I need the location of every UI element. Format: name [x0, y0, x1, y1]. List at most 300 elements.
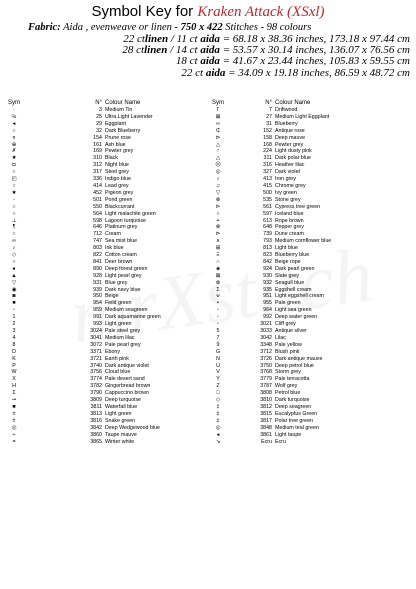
symbol-cell: D: [12, 348, 16, 355]
colour-name-cell: Ecru: [275, 438, 286, 445]
table-row: [4, 162, 209, 169]
dmc-number-cell: 3072: [90, 341, 102, 348]
dmc-number-cell: 951: [263, 293, 272, 300]
dmc-number-cell: 3371: [90, 348, 102, 355]
colour-name-cell: Dark turquoise: [275, 397, 310, 404]
colour-name-cell: Indigo blue: [105, 176, 131, 183]
symbol-cell: ◎: [215, 424, 221, 431]
symbol-cell: ◇: [11, 252, 17, 259]
dmc-number-cell: 3865: [90, 438, 102, 445]
symbol-cell: ⊞: [215, 245, 221, 252]
colour-name-cell: Field green: [105, 300, 132, 307]
header-colour-name: Colour Name: [275, 100, 311, 106]
dmc-number-cell: 747: [93, 238, 102, 245]
dmc-number-cell: 27: [266, 113, 272, 120]
colour-name-cell: Black: [105, 155, 118, 162]
table-row: [4, 218, 209, 225]
stitch-suffix: Stitches - 98 colours: [225, 22, 312, 33]
colour-name-cell: Antique silver: [275, 328, 307, 334]
symbol-cell: ◈: [215, 265, 221, 272]
title-prefix: Symbol Key for: [91, 3, 194, 20]
table-row: [4, 404, 209, 411]
dmc-number-cell: 964: [263, 307, 272, 314]
dmc-number-cell: 3021: [260, 321, 272, 328]
dmc-number-cell: 924: [263, 265, 272, 272]
colour-name-cell: Dark navy blue: [105, 286, 141, 293]
dmc-number-cell: 3042: [260, 334, 272, 341]
table-row: [208, 397, 413, 404]
symbol-cell: ■: [12, 403, 16, 410]
colour-name-cell: Slate grey: [275, 272, 299, 279]
dmc-number-cell: 500: [263, 189, 272, 196]
dmc-number-cell: 3: [99, 107, 102, 113]
symbol-cell: V: [216, 369, 220, 376]
dmc-number-cell: 890: [93, 265, 102, 272]
table-row: [208, 363, 413, 370]
colour-name-cell: Beige: [105, 293, 119, 300]
colour-name-cell: Ash blue: [105, 141, 126, 148]
table-row: [4, 238, 209, 245]
dmc-number-cell: 152: [263, 127, 272, 134]
table-row: [4, 369, 209, 376]
colour-name-cell: Pigeon grey: [105, 189, 134, 196]
table-row: [4, 204, 209, 211]
colour-name-cell: Ultra Light Lavender: [105, 113, 153, 120]
symbol-cell: ⊗: [215, 224, 221, 231]
colour-name-cell: Cloud blue: [105, 369, 131, 376]
table-row: [4, 121, 209, 128]
table-row: [208, 369, 413, 376]
colour-name-cell: Pewter grey: [275, 141, 304, 148]
symbol-cell: ★: [11, 189, 17, 196]
colour-name-cell: Pale terracotta: [275, 376, 310, 383]
colour-name-cell: Deep seagreen: [275, 403, 312, 410]
colour-name-cell: Beige rope: [275, 258, 301, 265]
dmc-number-cell: 317: [93, 169, 102, 176]
header-colour-name: Colour Name: [105, 100, 141, 106]
colour-name-cell: Pewter grey: [105, 148, 134, 155]
colour-name-cell: Lead grey: [105, 182, 129, 189]
dmc-number-cell: 3809: [90, 397, 102, 404]
colour-name-cell: Blackcurrant: [105, 203, 135, 210]
colour-name-cell: Prune rose: [105, 134, 131, 141]
colour-name-cell: Snake green: [105, 417, 136, 424]
table-row: [4, 155, 209, 162]
size-dims: = 53.57 x 30.14 inches, 136.07 x 76.56 cm: [219, 44, 410, 57]
table-row: [4, 418, 209, 425]
symbol-cell: ♪: [216, 176, 220, 183]
dmc-number-cell: 991: [93, 314, 102, 321]
symbol-cell: ◂: [216, 431, 220, 438]
dmc-number-cell: 3848: [260, 424, 272, 431]
dmc-number-cell: 3816: [90, 417, 102, 424]
dmc-number-cell: 3774: [90, 376, 102, 383]
table-row: [4, 321, 209, 328]
colour-name-cell: Pale green: [275, 300, 301, 307]
symbol-cell: ○: [12, 169, 16, 176]
dmc-number-cell: 3811: [90, 403, 102, 410]
colour-name-cell: Gingerbread brown: [105, 383, 151, 390]
fabric-label: Fabric:: [28, 22, 61, 33]
colour-name-cell: Pale desert sand: [105, 376, 145, 383]
colour-name-cell: Petrol blue: [275, 390, 301, 397]
dmc-number-cell: 336: [93, 176, 102, 183]
colour-name-cell: Medium Light Eggplant: [275, 113, 330, 120]
colour-name-cell: Rope brown: [275, 217, 304, 224]
colour-name-cell: Pale yellow: [275, 341, 302, 348]
colour-name-cell: Lilac: [275, 334, 286, 341]
size-dims: = 34.09 x 19.18 inches, 86.59 x 48.72 cm: [225, 66, 410, 79]
dmc-number-cell: 29: [96, 120, 102, 127]
dmc-number-cell: 327: [263, 169, 272, 176]
size-fabric2: aida: [200, 44, 220, 57]
table-row: [4, 411, 209, 418]
colour-name-cell: Iceland blue: [275, 210, 304, 217]
colour-name-cell: Dark pearl green: [275, 265, 315, 272]
symbol-cell: ○: [12, 203, 16, 210]
table-row: [208, 169, 413, 176]
dmc-number-cell: 311: [263, 155, 272, 162]
colour-name-cell: Driftwood: [275, 107, 298, 113]
symbol-cell: ↘: [215, 438, 221, 445]
stitch-count: 750 x 422: [180, 22, 223, 33]
table-row: [4, 328, 209, 335]
dmc-number-cell: 932: [263, 279, 272, 286]
symbol-cell: ○: [216, 210, 220, 217]
table-row: [4, 231, 209, 238]
dmc-number-cell: 415: [263, 182, 272, 189]
dmc-number-cell: 3817: [260, 417, 272, 424]
table-row: [208, 245, 413, 252]
size-dims: = 41.67 x 23.44 inches, 105.83 x 59.55 cm: [219, 55, 410, 68]
dmc-number-cell: 312: [93, 162, 102, 169]
table-row: [208, 411, 413, 418]
colour-name-cell: Light green: [105, 321, 132, 328]
dmc-number-cell: 950: [93, 293, 102, 300]
symbol-cell: G: [215, 348, 221, 355]
colour-name-cell: Dark aquamarine green: [105, 314, 161, 321]
symbol-cell: ℅: [11, 113, 17, 120]
table-row: [208, 121, 413, 128]
fabric-types: Aida , evenweave or linen: [63, 22, 172, 33]
table-row: [208, 314, 413, 321]
table-row: [208, 328, 413, 335]
colour-name-cell: Medium lilac: [105, 334, 135, 341]
dmc-number-cell: 992: [263, 314, 272, 321]
dmc-number-cell: 3808: [260, 390, 272, 397]
table-row: [4, 314, 209, 321]
table-row: [208, 300, 413, 307]
colour-name-cell: Blue grey: [105, 279, 128, 286]
colour-name-cell: Light green: [105, 410, 132, 417]
dmc-number-cell: 168: [263, 141, 272, 148]
symbol-cell: ✗: [11, 148, 17, 155]
colour-name-cell: Winter white: [105, 438, 135, 445]
colour-name-cell: Blueberry: [275, 120, 298, 127]
dmc-number-cell: 3813: [90, 410, 102, 417]
colour-name-cell: Light taupe: [275, 431, 302, 438]
dmc-number-cell: 598: [93, 217, 102, 224]
symbol-cell: ○: [12, 127, 16, 134]
symbol-cell: ◇: [215, 397, 221, 404]
symbol-cell: ·: [13, 107, 15, 113]
table-row: [208, 148, 413, 155]
colour-name-cell: Blush pink: [275, 348, 300, 355]
dmc-number-cell: 3756: [90, 369, 102, 376]
table-row: [4, 183, 209, 190]
column-headers: [4, 100, 209, 107]
size-fabric2: aida: [200, 33, 220, 45]
symbol-cell: 5: [216, 328, 220, 334]
colour-name-cell: Eggplant: [105, 120, 126, 127]
dmc-number-cell: 3790: [90, 390, 102, 397]
symbol-cell: ⊳: [215, 134, 221, 141]
table-row: [208, 390, 413, 397]
symbol-cell: ‡: [216, 403, 220, 410]
table-row: [4, 135, 209, 142]
dmc-number-cell: 939: [93, 286, 102, 293]
dmc-number-cell: 3726: [260, 355, 272, 362]
size-fabric: linen: [144, 33, 169, 45]
colour-name-cell: Antique rose: [275, 127, 305, 134]
table-row: [4, 266, 209, 273]
table-row: [208, 114, 413, 121]
symbol-cell: ▫: [217, 307, 219, 314]
table-row: [4, 259, 209, 266]
symbol-cell: ♫: [216, 182, 220, 189]
table-row: [208, 183, 413, 190]
size-sep: / 14 ct: [167, 44, 201, 57]
dmc-number-cell: 3779: [260, 376, 272, 383]
symbol-cell: ○: [12, 231, 16, 238]
dmc-number-cell: 613: [263, 217, 272, 224]
table-row: [208, 162, 413, 169]
symbol-cell: ▫: [217, 314, 219, 321]
symbol-cell: ▽: [215, 189, 221, 196]
symbol-cell: 8: [12, 341, 16, 348]
colour-name-cell: Light sea green: [275, 307, 312, 314]
symbol-cell: H: [12, 383, 16, 390]
dmc-number-cell: 316: [263, 162, 272, 169]
colour-name-cell: Waterfall blue: [105, 403, 138, 410]
colour-name-cell: Earth pink: [105, 355, 129, 362]
colour-name-cell: Seagull blue: [275, 279, 305, 286]
dmc-number-cell: 646: [93, 224, 102, 231]
table-row: [208, 204, 413, 211]
colour-name-cell: Medium cornflower blue: [275, 238, 332, 245]
colour-name-cell: Lagoon turquoise: [105, 217, 146, 224]
colour-name-cell: Medium teal green: [275, 424, 319, 431]
dmc-number-cell: 955: [263, 300, 272, 307]
table-row: [208, 190, 413, 197]
symbol-cell: ■: [12, 300, 16, 307]
symbol-key-right-column: [208, 100, 413, 445]
size-fabric: linen: [144, 44, 168, 57]
symbol-cell: ∞: [216, 120, 220, 127]
colour-name-cell: Cream: [105, 231, 121, 238]
symbol-cell: Σ: [216, 286, 220, 293]
table-row: [208, 356, 413, 363]
table-row: [208, 218, 413, 225]
symbol-cell: Z: [216, 383, 220, 390]
table-row: [208, 128, 413, 135]
size-count: 22 ct: [123, 33, 145, 45]
table-row: [4, 287, 209, 294]
colour-name-cell: Dark violet: [275, 169, 301, 176]
colour-name-cell: Dark antique mauve: [275, 355, 323, 362]
colour-name-cell: Eggshell cream: [275, 286, 312, 293]
table-row: [208, 266, 413, 273]
table-row: [4, 245, 209, 252]
table-row: [208, 335, 413, 342]
table-row: [4, 383, 209, 390]
symbol-cell: ☹: [215, 162, 221, 169]
colour-name-cell: Deer brown: [105, 258, 133, 265]
symbol-cell: 2: [12, 321, 16, 328]
table-row: [208, 107, 413, 114]
colour-name-cell: Eucalyptus Green: [275, 410, 318, 417]
dmc-number-cell: 3842: [90, 424, 102, 431]
dmc-number-cell: 452: [93, 189, 102, 196]
size-fabric2: aida: [205, 66, 226, 79]
colour-name-cell: Blueberry blue: [275, 252, 310, 259]
symbol-cell: ○: [12, 258, 16, 265]
table-row: [4, 224, 209, 231]
colour-name-cell: Dark Blueberry: [105, 127, 141, 134]
dmc-number-cell: 158: [263, 134, 272, 141]
symbol-cell: +: [216, 217, 220, 224]
dmc-number-cell: 959: [93, 307, 102, 314]
colour-name-cell: Pale pearl grey: [105, 341, 141, 348]
colour-name-cell: Cappuccino brown: [105, 390, 149, 397]
colour-name-cell: Pepper grey: [275, 224, 304, 231]
colour-name-cell: Light malachite green: [105, 210, 156, 217]
symbol-cell: ⊸: [11, 397, 17, 404]
table-row: [208, 176, 413, 183]
dmc-number-cell: 535: [263, 196, 272, 203]
colour-name-cell: Cliff grey: [275, 321, 296, 328]
dmc-number-cell: 3861: [260, 431, 272, 438]
table-row: [4, 252, 209, 259]
table-row: [4, 342, 209, 349]
symbol-cell: ‡: [216, 417, 220, 424]
symbol-cell: Y: [216, 376, 220, 383]
colour-name-cell: Medium Tin: [105, 107, 133, 113]
table-row: [208, 321, 413, 328]
symbol-cell: △: [215, 141, 221, 148]
symbol-cell: 7: [216, 334, 220, 341]
dmc-number-cell: 224: [263, 148, 272, 155]
table-row: [4, 432, 209, 439]
dmc-number-cell: 3812: [260, 403, 272, 410]
symbol-cell: ‡: [216, 410, 220, 417]
table-row: [208, 376, 413, 383]
table-row: [4, 169, 209, 176]
colour-name-cell: Polar tree green: [275, 417, 313, 424]
colour-name-cell: Dark polar blue: [275, 155, 311, 162]
colour-name-cell: Light dusty pink: [275, 148, 312, 155]
dmc-number-cell: 803: [93, 245, 102, 252]
colour-name-cell: Deep mauve: [275, 134, 306, 141]
symbol-cell: ◂: [12, 120, 16, 127]
table-row: [208, 342, 413, 349]
table-row: [4, 128, 209, 135]
symbol-cell: ◙: [12, 293, 16, 300]
symbol-cell: ⊗: [215, 196, 221, 203]
table-row: [4, 335, 209, 342]
table-row: [208, 287, 413, 294]
dmc-number-cell: 161: [93, 141, 102, 148]
dmc-number-cell: 3041: [90, 334, 102, 341]
table-row: [4, 280, 209, 287]
symbol-cell: =: [12, 438, 16, 445]
table-row: [208, 432, 413, 439]
table-row: [4, 363, 209, 370]
dmc-number-cell: 712: [93, 231, 102, 238]
table-row: [208, 349, 413, 356]
size-sep: / 11 ct: [168, 33, 201, 45]
colour-name-cell: Light pearl grey: [105, 272, 142, 279]
dmc-number-cell: 931: [93, 279, 102, 286]
size-dims: = 68.18 x 38.36 inches, 173.18 x 97.44 cm: [219, 33, 410, 45]
dmc-number-cell: 169: [93, 148, 102, 155]
symbol-cell: △: [215, 155, 221, 162]
dmc-number-cell: 32: [96, 127, 102, 134]
symbol-cell: ▪: [217, 300, 219, 307]
colour-name-cell: Taupe mauve: [105, 431, 137, 438]
symbol-cell: ◉: [11, 286, 17, 293]
colour-name-cell: Light blue: [275, 245, 298, 252]
symbol-cell: ◎: [215, 169, 221, 176]
table-row: [208, 273, 413, 280]
symbol-cell: N: [216, 355, 220, 362]
size-sep: 22 ct: [181, 66, 206, 79]
dmc-number-cell: 501: [93, 196, 102, 203]
symbol-cell: ♪: [12, 245, 16, 252]
colour-name-cell: Deep petrol blue: [275, 362, 314, 369]
dmc-number-cell: 648: [263, 224, 272, 231]
table-row: [208, 135, 413, 142]
colour-name-cell: Storm grey: [275, 369, 301, 376]
colour-name-cell: Pond green: [105, 196, 133, 203]
header-number: N°: [265, 100, 272, 106]
dmc-number-cell: 842: [263, 258, 272, 265]
table-row: [208, 252, 413, 259]
symbol-cell: ∧: [216, 238, 220, 245]
symbol-cell: ⊥: [11, 217, 17, 224]
table-row: [4, 300, 209, 307]
symbol-cell: ▫: [217, 321, 219, 328]
table-row: [208, 280, 413, 287]
table-row: [208, 383, 413, 390]
dmc-number-cell: 3712: [260, 348, 272, 355]
colour-name-cell: Steel grey: [105, 169, 129, 176]
table-row: [208, 259, 413, 266]
table-row: [4, 349, 209, 356]
dmc-number-cell: 3782: [90, 383, 102, 390]
symbol-cell: P: [12, 362, 16, 369]
dmc-number-cell: 841: [93, 258, 102, 265]
dmc-number-cell: 3721: [90, 355, 102, 362]
pattern-name: Kraken Attack (XSxl): [197, 4, 325, 20]
symbol-cell: 3: [12, 328, 16, 334]
table-row: [4, 356, 209, 363]
symbol-cell: ¶: [12, 224, 16, 231]
symbol-cell: ∞: [12, 238, 16, 245]
colour-name-cell: Ink blue: [105, 245, 124, 252]
dmc-number-cell: 823: [263, 252, 272, 259]
colour-name-cell: Deep forest green: [105, 265, 148, 272]
